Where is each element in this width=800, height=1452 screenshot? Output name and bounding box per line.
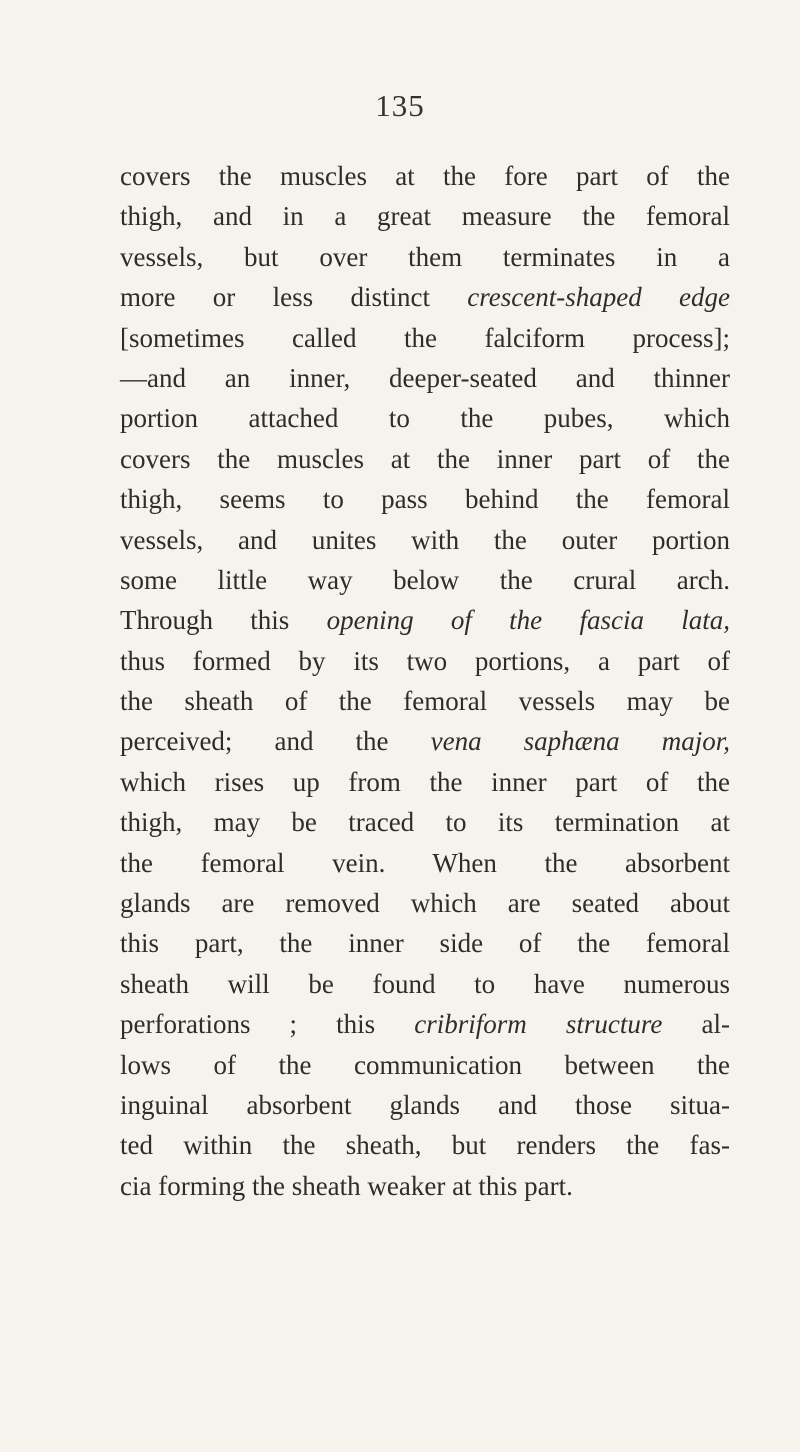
text-segment: [sometimes called the falciform process];: [120, 322, 730, 353]
text-segment: thigh, and in a great measure the femoral: [120, 201, 730, 232]
text-line: [120, 237, 730, 277]
italic-term: opening of the fascia lata,: [326, 605, 730, 636]
body-text: [120, 156, 730, 1206]
text-line: [120, 802, 730, 842]
text-line: [120, 923, 730, 963]
text-segment: ted within the sheath, but renders the fas-: [120, 1130, 730, 1161]
text-line: [120, 358, 730, 398]
text-line: [120, 1004, 730, 1044]
text-line: [120, 964, 730, 1004]
text-line: [120, 600, 730, 640]
text-segment: inguinal absorbent glands and those situa-: [120, 1089, 730, 1120]
text-segment: thus formed by its two portions, a part of: [120, 645, 730, 676]
text-segment: vessels, and unites with the outer portion: [120, 524, 730, 555]
text-line: [120, 1045, 730, 1085]
page-number: 135: [375, 88, 425, 123]
text-segment: perceived; and the: [120, 726, 431, 757]
text-segment: covers the muscles at the fore part of the: [120, 161, 730, 191]
text-line: [120, 1125, 730, 1165]
text-segment: the femoral vein. When the absorbent: [120, 847, 730, 878]
italic-term: crescent-shaped edge: [467, 282, 730, 313]
text-line: [120, 681, 730, 721]
text-line: [120, 843, 730, 883]
text-segment: vessels, but over them terminates in a: [120, 241, 730, 272]
text-segment: lows of the communication between the: [120, 1049, 730, 1080]
text-segment: some little way below the crural arch.: [120, 564, 730, 595]
text-line: [120, 398, 730, 438]
text-segment: glands are removed which are seated about: [120, 888, 730, 919]
text-line: [120, 520, 730, 560]
text-line: [120, 156, 730, 196]
text-line: [120, 277, 730, 317]
text-line: [120, 1085, 730, 1125]
italic-term: cribriform structure: [414, 1009, 663, 1040]
text-line: [120, 560, 730, 600]
text-segment: cia forming the sheath weaker at this part.: [120, 1170, 573, 1201]
text-line: [120, 479, 730, 519]
italic-term: vena saphæna major,: [430, 726, 730, 757]
text-segment: thigh, may be traced to its termination at: [120, 807, 730, 838]
text-line: [120, 1166, 730, 1206]
text-segment: portion attached to the pubes, which: [120, 403, 730, 434]
text-segment: more or less distinct: [120, 282, 468, 313]
text-line: [120, 641, 730, 681]
text-line: [120, 762, 730, 802]
text-line: [120, 439, 730, 479]
text-line: [120, 721, 730, 761]
text-segment: —and an inner, deeper-seated and thinner: [120, 362, 730, 393]
text-segment: Through this: [120, 605, 327, 636]
text-segment: which rises up from the inner part of the: [120, 766, 730, 797]
text-segment: thigh, seems to pass behind the femoral: [120, 484, 730, 515]
text-segment: al-: [662, 1009, 730, 1040]
text-line: [120, 196, 730, 236]
text-segment: perforations ; this: [120, 1009, 415, 1040]
text-line: [120, 318, 730, 358]
text-segment: covers the muscles at the inner part of the: [120, 443, 730, 474]
text-segment: this part, the inner side of the femoral: [120, 928, 730, 959]
text-segment: sheath will be found to have numerous: [120, 968, 730, 999]
text-line: [120, 883, 730, 923]
text-segment: the sheath of the femoral vessels may be: [120, 686, 730, 717]
